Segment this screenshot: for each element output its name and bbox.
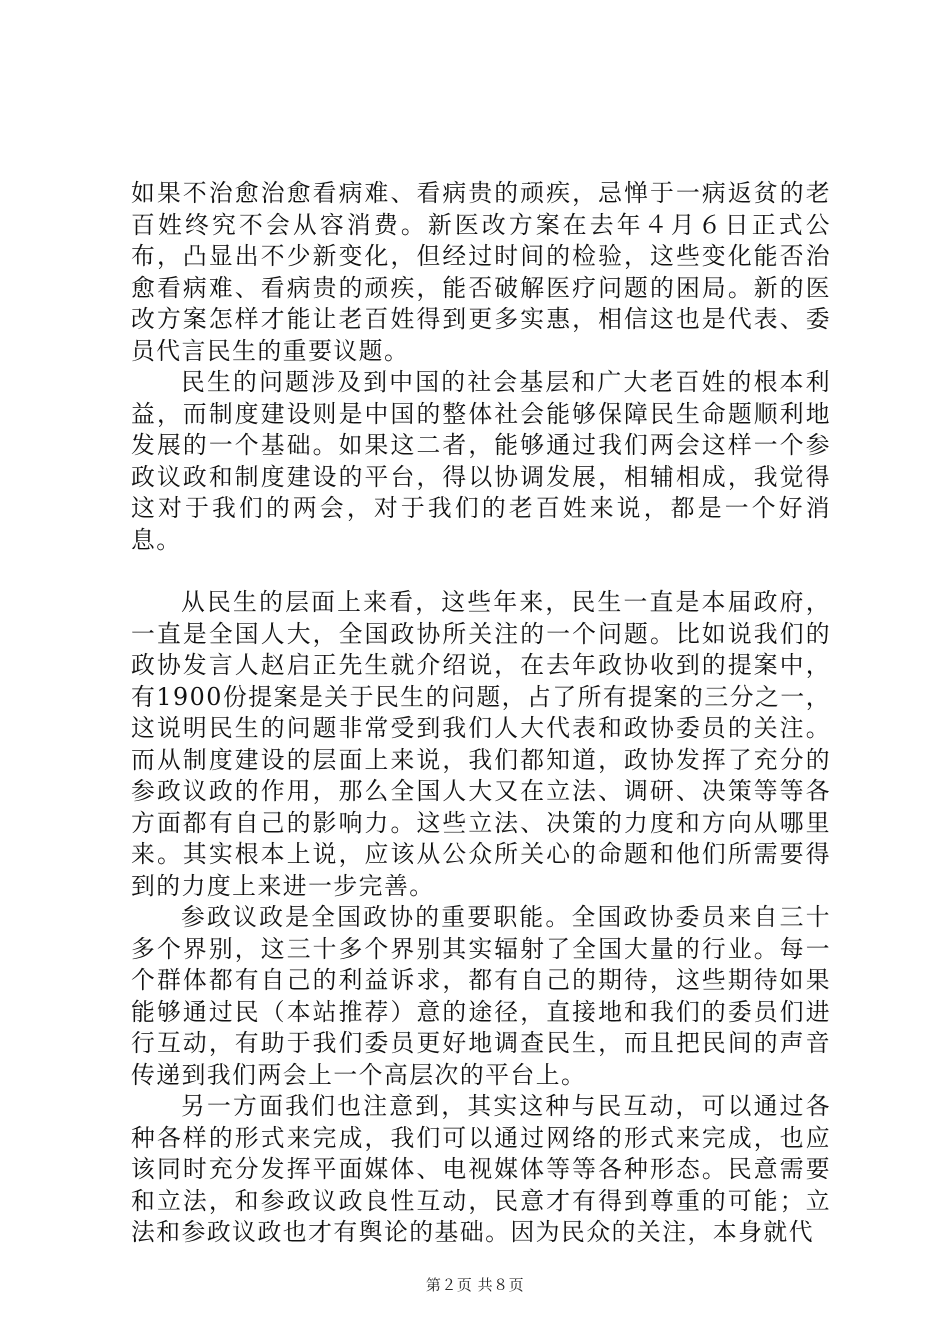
paragraph-3: 从民生的层面上来看，这些年来，民生一直是本届政府，一直是全国人大，全国政协所关注的一个问题。比如说我们的政协发言人赵启正先生就介绍说，在去年政协收到的提案中，有1900份提案是关于民生的问题，占了所有提案的三分之一，这说明民生的问题非常受到我们人大代表和政协委员的关注。而从制度建设的层面上来说，我们都知道，政协发挥了充分的参政议政的作用，那么全国人大又在立法、调研、决策等等各方面都有自己的影响力。这些立法、决策的力度和方向从哪里来。其实根本上说，应该从公众所关心的命题和他们所需要得到的力度上来进一步完善。: [131, 588, 831, 900]
paragraph-2: 民生的问题涉及到中国的社会基层和广大老百姓的根本利益，而制度建设则是中国的整体社会能够保障民生命题顺利地发展的一个基础。如果这二者，能够通过我们两会这样一个参政议政和制度建设的平台，得以协调发展，相辅相成，我觉得这对于我们的两会，对于我们的老百姓来说，都是一个好消息。: [131, 368, 831, 554]
paragraph-4: 参政议政是全国政协的重要职能。全国政协委员来自三十多个界别，这三十多个界别其实辐射了全国大量的行业。每一个群体都有自己的利益诉求，都有自己的期待，这些期待如果能够通过民（本站推荐）意的途径，直接地和我们的委员们进行互动，有助于我们委员更好地调查民生，而且把民间的声音传递到我们两会上一个高层次的平台上。: [131, 903, 831, 1089]
paragraph-1: 如果不治愈治愈看病难、看病贵的顽疾，忌惮于一病返贫的老百姓终究不会从容消费。新医改方案在去年４月６日正式公布，凸显出不少新变化，但经过时间的检验，这些变化能否治愈看病难、看病贵的顽疾，能否破解医疗问题的困局。新的医改方案怎样才能让老百姓得到更多实惠，相信这也是代表、委员代言民生的重要议题。: [131, 179, 831, 365]
paragraph-5: 另一方面我们也注意到，其实这种与民互动，可以通过各种各样的形式来完成，我们可以通过网络的形式来完成，也应该同时充分发挥平面媒体、电视媒体等等各种形态。民意需要和立法，和参政议政良性互动，民意才有得到尊重的可能；立法和参政议政也才有舆论的基础。因为民众的关注，本身就代: [131, 1092, 831, 1246]
document-body: [131, 178, 831, 1249]
page-number-footer: 第２页 共８页: [425, 1276, 525, 1294]
